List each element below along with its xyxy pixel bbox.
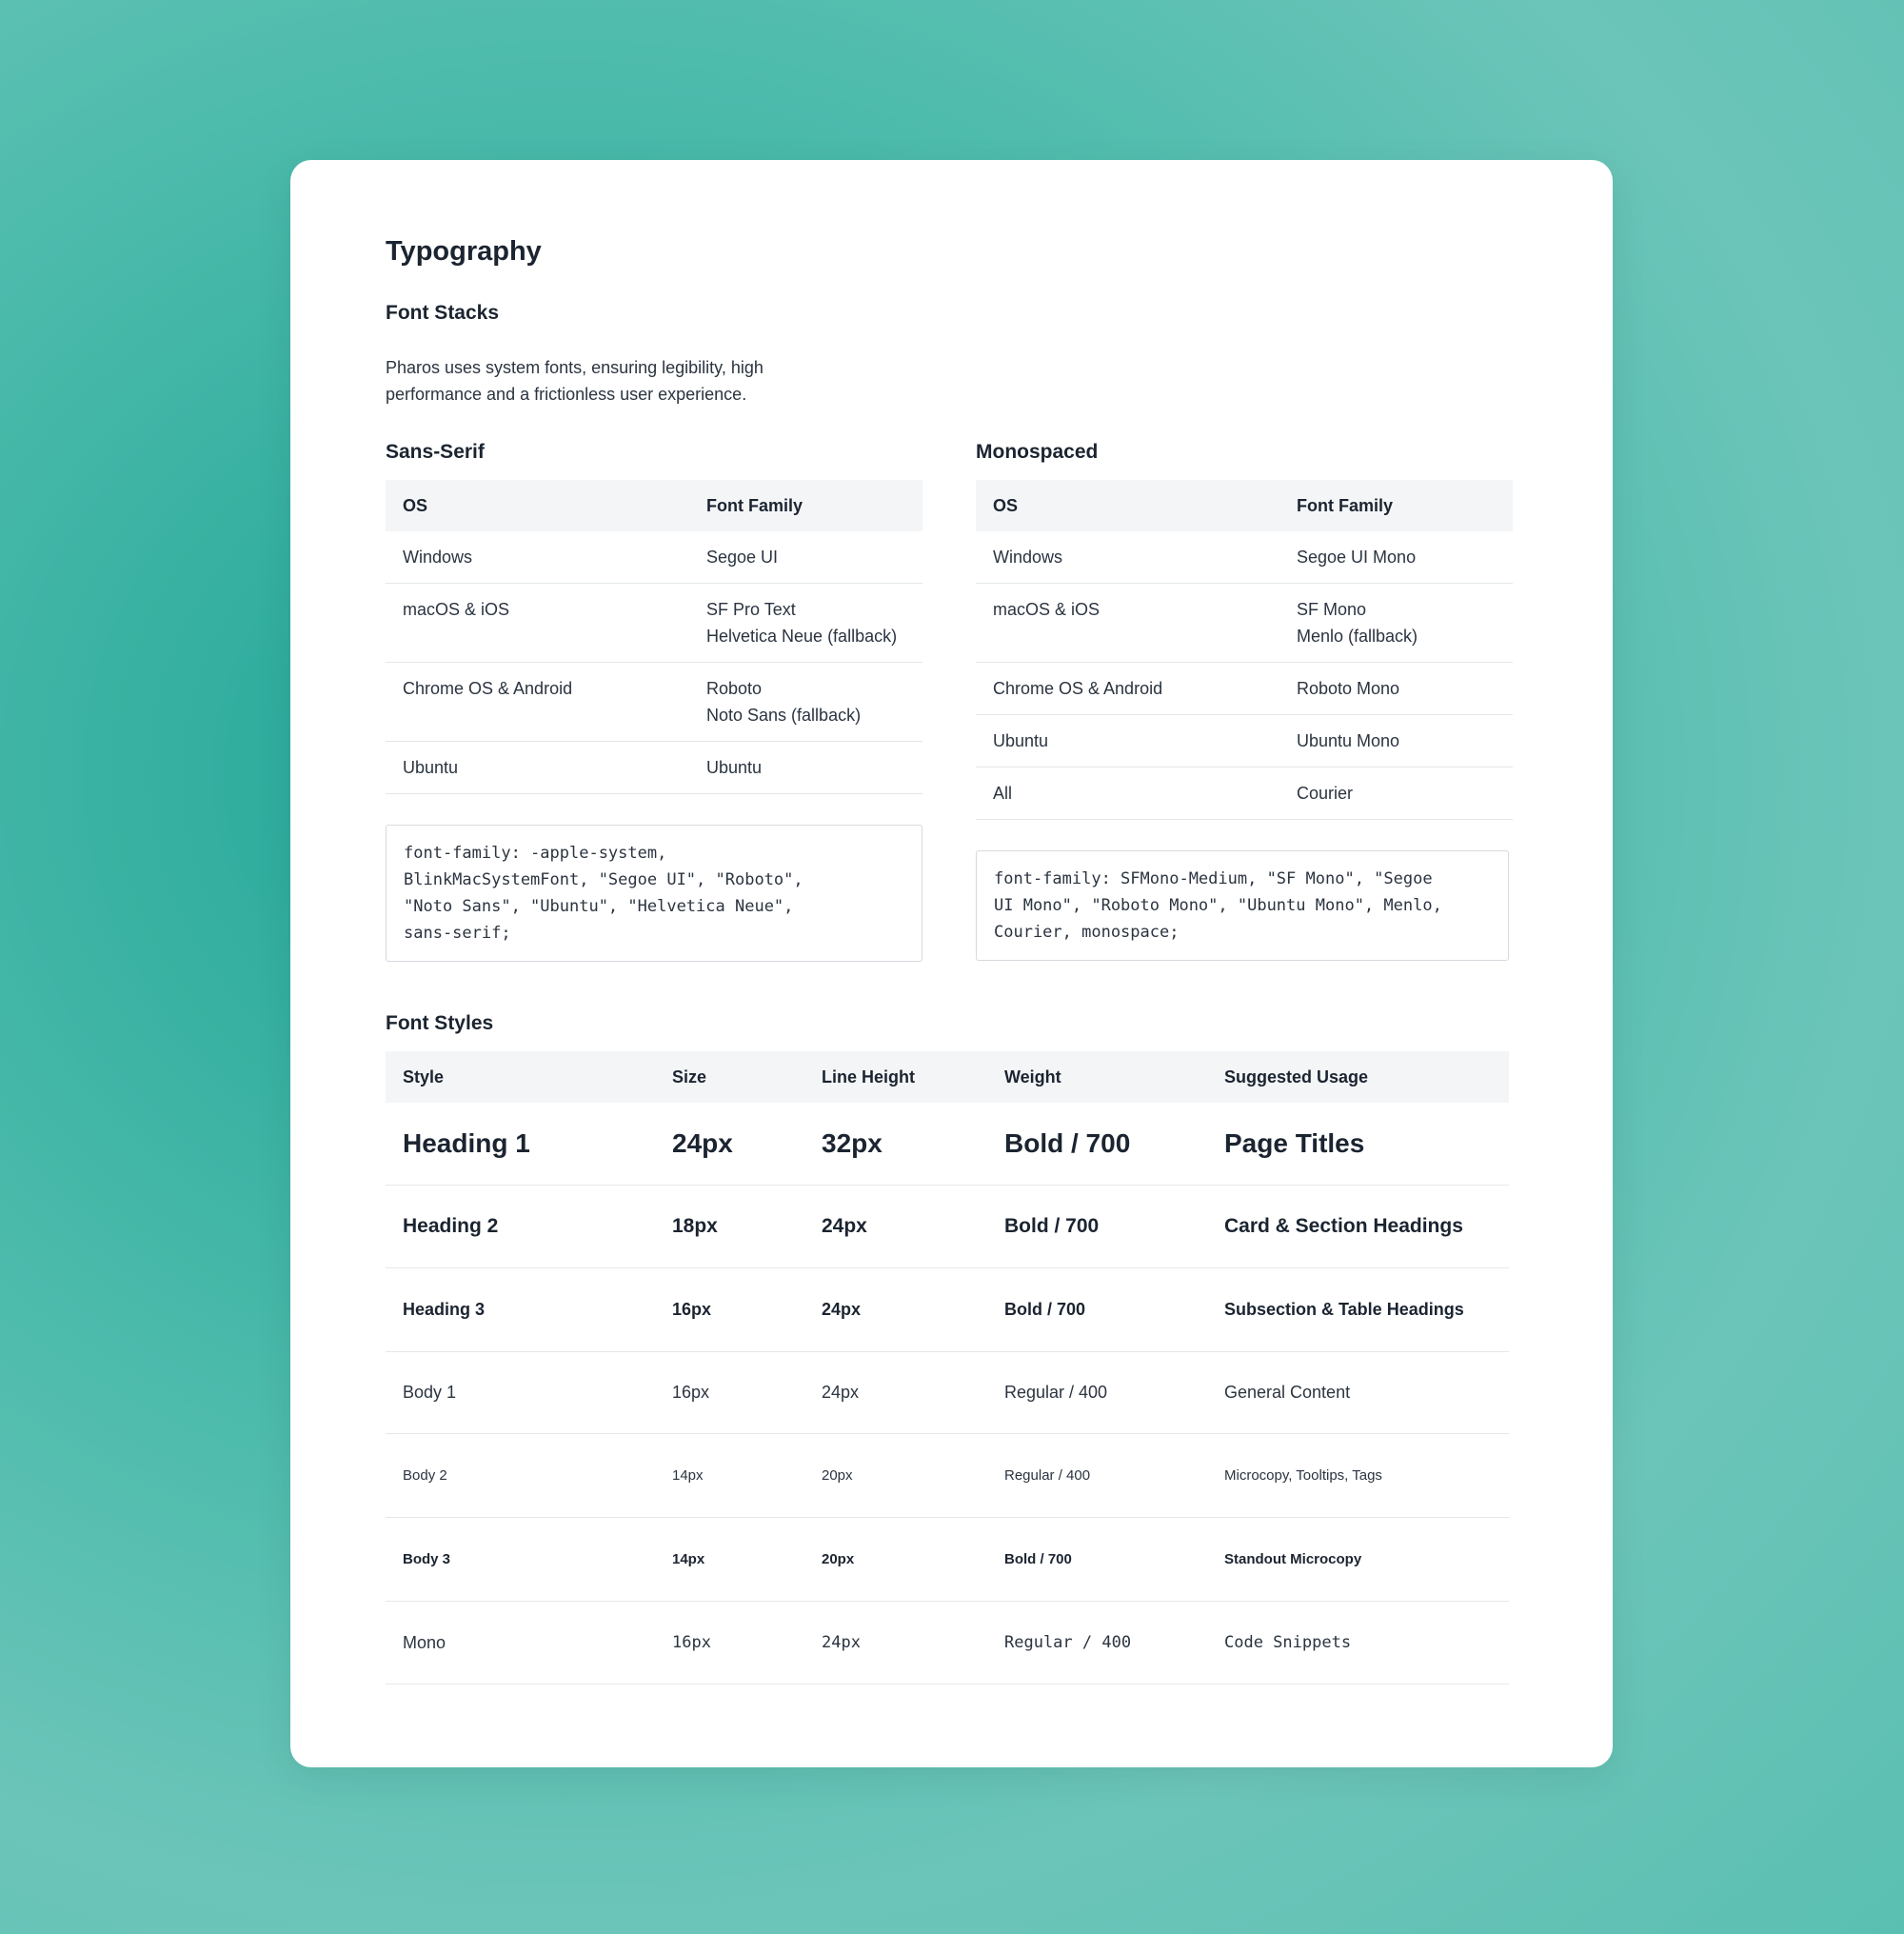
os-cell: Ubuntu [386,742,689,794]
font-family-cell [689,742,922,794]
style-cell: Body 3 [386,1518,655,1602]
column-header-style: Style [386,1051,655,1103]
font-stacks [386,438,1517,962]
column-header-line-height: Line Height [804,1051,987,1103]
font-family-fallback: Helvetica Neue (fallback) [706,627,898,646]
font-family-name: Segoe UI Mono [1297,548,1417,567]
font-styles-heading: Font Styles [386,1012,494,1034]
table-header-row [976,480,1513,531]
font-family-cell [689,663,922,742]
weight-cell: Regular / 400 [987,1602,1207,1685]
usage-cell: Code Snippets [1207,1602,1509,1685]
monospaced-table [976,480,1513,820]
table-row [386,1103,1509,1186]
font-family-name: Ubuntu [706,758,763,777]
font-styles-table [386,1051,1509,1685]
table-header-row [386,480,922,531]
table-row [386,1268,1509,1352]
table-row [976,768,1513,820]
column-header-font-family: Font Family [689,480,922,531]
weight-cell: Regular / 400 [987,1352,1207,1434]
size-cell: 16px [655,1352,804,1434]
table-header-row [386,1051,1509,1103]
column-header-suggested-usage: Suggested Usage [1207,1051,1509,1103]
column-header-size: Size [655,1051,804,1103]
size-cell: 18px [655,1186,804,1268]
font-family-name: Segoe UI [706,548,779,567]
font-stacks-heading: Font Stacks [386,302,500,324]
size-cell: 16px [655,1268,804,1352]
font-family-cell [689,584,922,663]
font-family-name: Courier [1297,784,1354,803]
weight-cell: Bold / 700 [987,1268,1207,1352]
table-row [386,1602,1509,1685]
weight-cell: Bold / 700 [987,1518,1207,1602]
typography-card [290,160,1613,1767]
monospaced-heading: Monospaced [976,441,1099,463]
os-cell: Windows [386,531,689,584]
style-cell: Mono [386,1602,655,1685]
size-cell: 14px [655,1434,804,1518]
font-family-name: Roboto Mono [1297,679,1400,698]
table-row [386,1352,1509,1434]
intro-text: Pharos uses system fonts, ensuring legibility, high performance and a frictionless user experience. [386,358,764,404]
font-family-fallback: Menlo (fallback) [1297,627,1418,646]
line-height-cell: 24px [804,1186,987,1268]
os-cell: Chrome OS & Android [976,663,1279,715]
usage-cell: Subsection & Table Headings [1207,1268,1509,1352]
line-height-cell: 24px [804,1352,987,1434]
sans-serif-code-snippet: font-family: -apple-system, BlinkMacSystemFont, "Segoe UI", "Roboto", "Noto Sans", "Ubuntu", "Helvetica Neue", sans-serif; [386,825,922,962]
font-family-cell [689,531,922,584]
line-height-cell: 24px [804,1602,987,1685]
table-row [386,1186,1509,1268]
weight-cell: Bold / 700 [987,1103,1207,1186]
table-row [386,1434,1509,1518]
font-family-name: SF Mono [1297,600,1367,619]
table-row [386,584,922,663]
column-header-os: OS [386,480,689,531]
line-height-cell: 32px [804,1103,987,1186]
os-cell: All [976,768,1279,820]
os-cell: Ubuntu [976,715,1279,768]
font-family-name: Roboto [706,679,763,698]
table-row [976,715,1513,768]
page-title: Typography [386,236,542,267]
size-cell: 16px [655,1602,804,1685]
table-row [976,663,1513,715]
line-height-cell: 24px [804,1268,987,1352]
font-family-name: Ubuntu Mono [1297,731,1400,750]
usage-cell: Card & Section Headings [1207,1186,1509,1268]
sans-serif-heading: Sans-Serif [386,441,485,463]
column-header-font-family: Font Family [1279,480,1513,531]
monospaced-code-snippet: font-family: SFMono-Medium, "SF Mono", "Segoe UI Mono", "Roboto Mono", "Ubuntu Mono", Menlo, Courier, monospace; [976,850,1509,961]
usage-cell: General Content [1207,1352,1509,1434]
table-row [386,531,922,584]
os-cell: Windows [976,531,1279,584]
size-cell: 24px [655,1103,804,1186]
style-cell: Heading 1 [386,1103,655,1186]
style-cell: Heading 2 [386,1186,655,1268]
table-row [976,531,1513,584]
usage-cell: Microcopy, Tooltips, Tags [1207,1434,1509,1518]
size-cell: 14px [655,1518,804,1602]
table-row [386,663,922,742]
monospaced-section [976,438,1513,961]
line-height-cell: 20px [804,1434,987,1518]
font-family-cell [1279,663,1513,715]
font-family-cell [1279,715,1513,768]
table-row [386,1518,1509,1602]
style-cell: Body 1 [386,1352,655,1434]
usage-cell: Page Titles [1207,1103,1509,1186]
os-cell: macOS & iOS [386,584,689,663]
weight-cell: Regular / 400 [987,1434,1207,1518]
style-cell: Body 2 [386,1434,655,1518]
line-height-cell: 20px [804,1518,987,1602]
font-family-name: SF Pro Text [706,600,796,619]
usage-cell: Standout Microcopy [1207,1518,1509,1602]
font-family-cell [1279,768,1513,820]
weight-cell: Bold / 700 [987,1186,1207,1268]
sans-serif-table [386,480,922,794]
sans-serif-section [386,438,922,962]
table-row [976,584,1513,663]
os-cell: macOS & iOS [976,584,1279,663]
font-family-cell [1279,531,1513,584]
style-cell: Heading 3 [386,1268,655,1352]
font-family-fallback: Noto Sans (fallback) [706,706,862,725]
table-row [386,742,922,794]
os-cell: Chrome OS & Android [386,663,689,742]
column-header-os: OS [976,480,1279,531]
font-family-cell [1279,584,1513,663]
column-header-weight: Weight [987,1051,1207,1103]
